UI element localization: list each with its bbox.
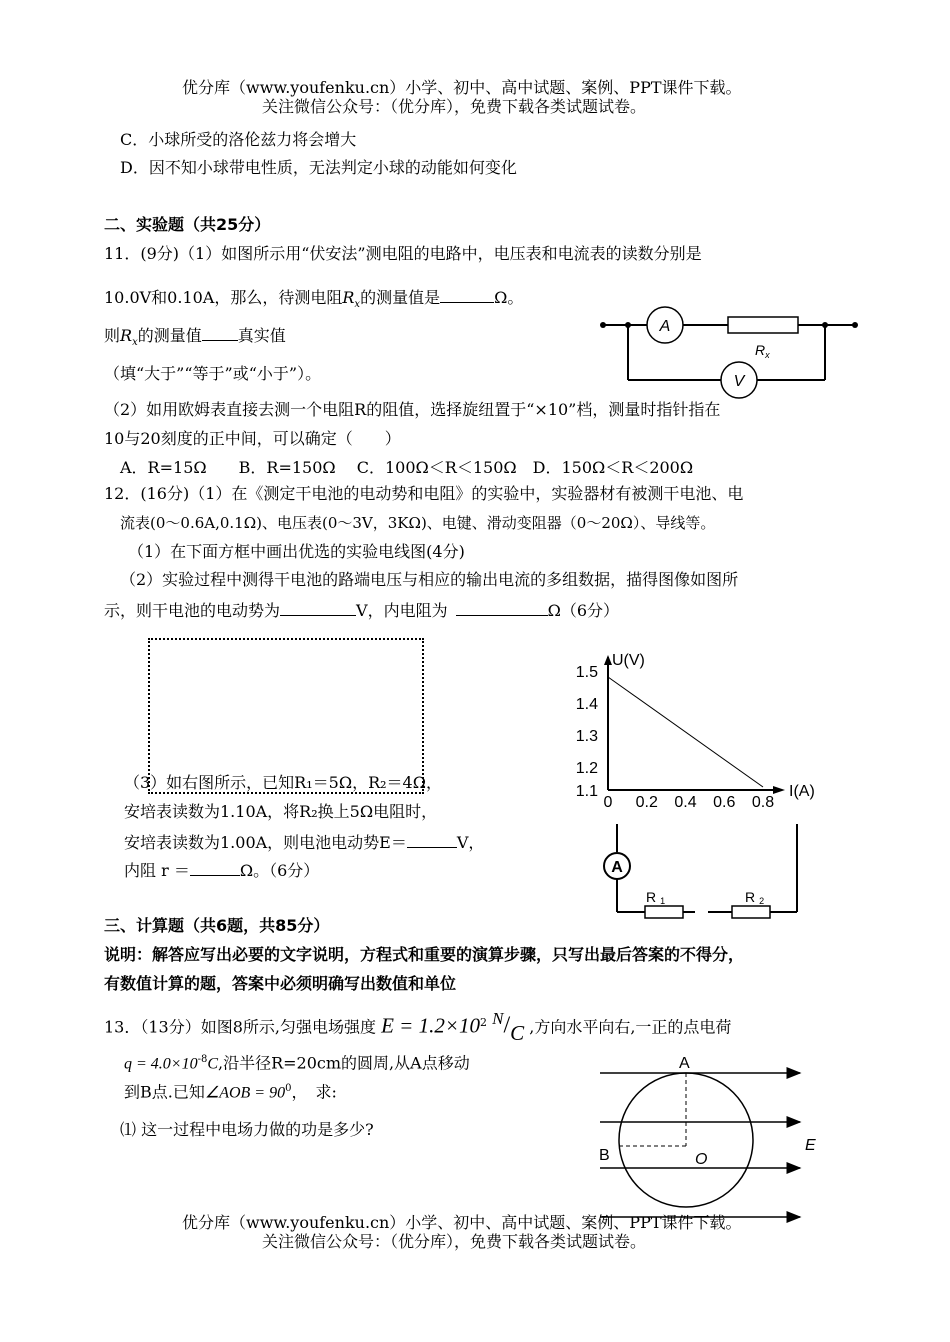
q13-line-1a: 13．（13分）如图8所示,匀强电场强度 <box>104 1017 376 1037</box>
answer-blank-compare[interactable] <box>202 324 238 341</box>
r1-r2-circuit <box>600 822 810 922</box>
resistor-rx-icon <box>728 317 798 333</box>
rx-subscript: x <box>354 299 361 311</box>
formula-e: E = 1.2×10 <box>381 1013 481 1038</box>
answer-blank-e[interactable] <box>407 831 457 848</box>
ammeter2-label: A <box>611 859 623 876</box>
angle-exp: 0 <box>285 1083 292 1094</box>
rx-subscript-2: x <box>132 337 138 349</box>
q11-line-2b: 的测量值是 <box>360 288 441 307</box>
rx-symbol-2: R <box>120 326 133 345</box>
answer-blank-r[interactable] <box>190 859 240 876</box>
y-tick-1.3: 1.3 <box>575 728 598 745</box>
q13-line-3a: 到B点.已知 <box>124 1082 205 1102</box>
answer-blank-resistance[interactable] <box>456 599 548 616</box>
answer-blank-emf[interactable] <box>280 599 356 616</box>
y-tick-1.1: 1.1 <box>575 783 598 800</box>
x-tick-0.8: 0.8 <box>751 794 775 811</box>
q12-part3-line-1: （3）如右图所示，已知R₁＝5Ω，R₂＝4Ω， <box>124 773 442 792</box>
q12-line-2: 流表(0～0.6A,0.1Ω)、电压表(0～3V，3KΩ)、电键、滑动变阻器（0～20Ω）、导线等。 <box>120 514 716 532</box>
q12-part3-line-4b: Ω。（6分） <box>239 861 320 880</box>
section-2-title: 二、实验题（共25分） <box>104 215 271 234</box>
formula-q: q = 4.0×10 <box>124 1055 198 1073</box>
q11-line-1: 11．(9分)（1）如图所示用“伏安法”测电阻的电路中，电压表和电流表的读数分别是 <box>104 244 702 263</box>
q12-line-5a: 示，则干电池的电动势为 <box>104 601 281 620</box>
y-axis-arrow <box>604 655 612 665</box>
q12-line-5 <box>104 599 619 621</box>
q13-line-3 <box>124 1079 337 1103</box>
q11-line-3 <box>104 324 286 353</box>
option-d: D．因不知小球带电性质，无法判定小球的动能如何变化 <box>120 158 517 177</box>
formula-e-unit-c: C <box>510 1021 525 1046</box>
y-axis-label: U(V) <box>612 652 645 669</box>
resistor-rx-label: $R_x$ <box>755 342 770 360</box>
series-line-0 <box>608 677 763 787</box>
section-3-note-1: 说明：解答应写出必要的文字说明，方程式和重要的演算步骤，只写出最后答案的不得分， <box>104 945 745 964</box>
voltmeter-label: V <box>733 373 745 390</box>
q11-line-3c: 真实值 <box>237 326 286 345</box>
field-e-label: E <box>805 1137 816 1154</box>
u-i-chart <box>565 645 825 815</box>
section-3-note-2: 有数值计算的题，答案中必须明确写出数值和单位 <box>104 974 457 993</box>
q11-line-3a: 则 <box>104 326 121 345</box>
footer-line-1: 优分库（www.youfenku.cn）小学、初中、高中试题、案例、PPT课件下载。 <box>182 1213 742 1232</box>
x-tick-0: 0 <box>603 794 613 811</box>
formula-q-unit: C <box>207 1055 219 1073</box>
y-tick-1.5: 1.5 <box>575 664 598 681</box>
electric-field-figure <box>595 1050 825 1230</box>
x-axis-arrow <box>773 786 785 794</box>
angle-aob: ∠AOB = 90 <box>204 1084 286 1102</box>
q12-line-1: 12．(16分)（1）在《测定干电池的电动势和电阻》的实验中，实验器材有被测干电池、电 <box>104 484 744 503</box>
q12-line-3: （1）在下面方框中画出优选的实验电线图(4分) <box>128 542 465 561</box>
option-c: C．小球所受的洛伦兹力将会增大 <box>120 130 357 149</box>
q12-part3-line-3b: V， <box>456 833 485 852</box>
x-axis-label: I(A) <box>789 783 815 800</box>
q12-part3-line-3 <box>124 831 484 853</box>
circuit-drawing-box[interactable] <box>148 638 424 794</box>
formula-q-exp: -8 <box>197 1054 208 1065</box>
q12-part3-line-3a: 安培表读数为1.00A，则电池电动势E＝ <box>124 833 407 852</box>
q13-line-4: ⑴ 这一过程中电场力做的功是多少? <box>120 1120 374 1139</box>
q11-line-2c: Ω。 <box>494 288 524 307</box>
r2-label: R 2 <box>745 889 765 906</box>
answer-blank-rx[interactable] <box>440 286 494 303</box>
formula-e-exp: 2 <box>480 1016 488 1029</box>
y-tick-1.2: 1.2 <box>575 760 598 777</box>
q12-line-5c: Ω（6分） <box>547 601 620 620</box>
voltammeter-circuit <box>595 305 865 405</box>
q12-part3-line-4a: 内阻 r ＝ <box>124 861 190 880</box>
q11-line-5: （2）如用欧姆表直接去测一个电阻R的阻值，选择旋纽置于“×10”档，测量时指针指在 <box>104 400 721 419</box>
formula-e-unit-n: N <box>492 1009 504 1029</box>
q12-line-5b: V，内电阻为 <box>356 601 448 620</box>
rx-symbol: R <box>342 288 355 307</box>
q13-line-2 <box>124 1050 470 1074</box>
q12-part3-line-2: 安培表读数为1.10A，将R₂换上5Ω电阻时， <box>124 802 438 821</box>
q12-line-4: （2）实验过程中测得干电池的路端电压与相应的输出电流的多组数据，描得图像如图所 <box>120 570 739 589</box>
x-tick-0.2: 0.2 <box>635 794 658 811</box>
q12-part3-line-4 <box>124 859 319 881</box>
q11-line-2a: 10.0V和0.10A，那么，待测电阻 <box>104 288 343 307</box>
q11-options: A．R=15Ω B．R=150Ω C．100Ω＜R＜150Ω D．150Ω＜R＜200Ω <box>120 458 694 477</box>
section-3-title: 三、计算题（共6题，共85分） <box>104 916 330 935</box>
y-tick-1.4: 1.4 <box>575 696 598 713</box>
x-tick-0.6: 0.6 <box>713 794 736 811</box>
q11-line-3b: 的测量值 <box>137 326 202 345</box>
r1-label: R 1 <box>646 889 666 906</box>
ammeter-label: A <box>659 318 671 335</box>
header-line-2: 关注微信公众号：（优分库），免费下载各类试题试卷。 <box>262 97 647 116</box>
q13-line-3b: ， 求: <box>291 1082 337 1102</box>
q11-line-6: 10与20刻度的正中间，可以确定（ ） <box>104 429 401 448</box>
q11-line-4: （填“大于”“等于”或“小于”）。 <box>104 364 322 383</box>
footer-line-2: 关注微信公众号：（优分库），免费下载各类试题试卷。 <box>262 1232 647 1251</box>
point-o-label: O <box>695 1151 708 1168</box>
resistor-r1-icon <box>645 906 683 918</box>
x-tick-0.4: 0.4 <box>674 794 697 811</box>
q13-line-2b: ,沿半径R=20cm的圆周,从A点移动 <box>218 1053 470 1073</box>
resistor-r2-icon <box>732 906 770 918</box>
q13-line-1b: ,方向水平向右,一正的点电荷 <box>529 1017 732 1037</box>
point-b-label: B <box>599 1147 610 1164</box>
q13-line-1: 13．（13分）如图8所示,匀强电场强度 $E = 1.2\times 10^2$ N/C ,方向水平向右,一正的点电荷 <box>104 1009 732 1046</box>
point-a-label: A <box>679 1055 690 1072</box>
header-line-1: 优分库（www.youfenku.cn）小学、初中、高中试题、案例、PPT课件下载。 <box>182 78 742 97</box>
q11-line-2 <box>104 286 523 315</box>
